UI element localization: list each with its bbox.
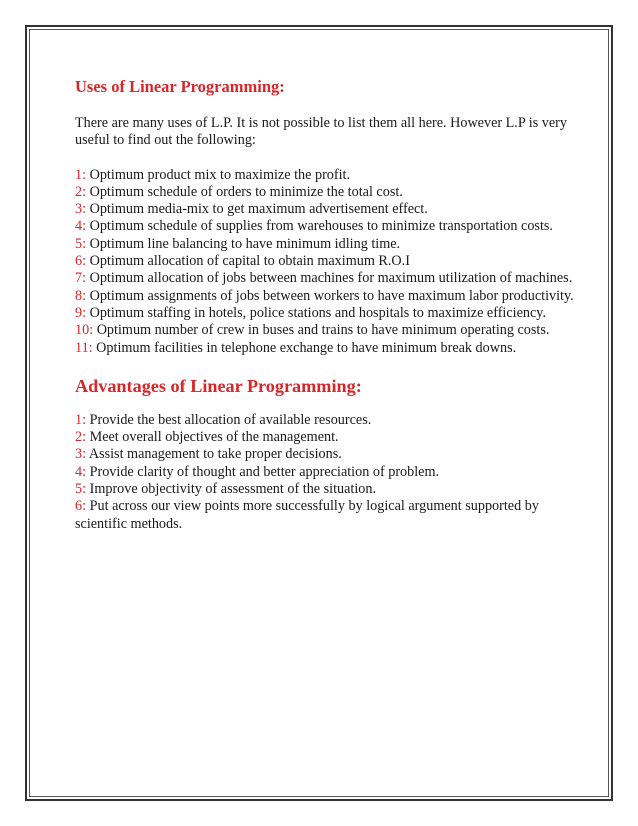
uses-intro: There are many uses of L.P. It is not possible to list them all here. However L.P is very useful to find out the following: — [75, 115, 567, 149]
item-number: 8: — [75, 287, 87, 304]
uses-heading: Uses of Linear Programming: — [75, 77, 285, 96]
item-number: 4: — [75, 218, 87, 235]
advantages-list-item — [75, 446, 575, 463]
item-text: Optimum product mix to maximize the profit. — [89, 166, 351, 183]
uses-list-item — [75, 184, 575, 201]
item-number: 5: — [75, 481, 87, 498]
item-number: 3: — [75, 446, 87, 463]
document-content — [75, 76, 575, 533]
uses-list-item — [75, 288, 575, 305]
item-number: 4: — [75, 463, 87, 480]
item-text: Meet overall objectives of the management. — [89, 429, 339, 446]
uses-list-item — [75, 201, 575, 218]
item-text: Improve objectivity of assessment of the situation. — [89, 481, 377, 498]
advantages-list-item — [75, 464, 575, 481]
item-text: Optimum assignments of jobs between workers to have maximum labor productivity. — [89, 287, 574, 304]
item-number: 1: — [75, 166, 87, 183]
item-text: Provide clarity of thought and better appreciation of problem. — [89, 463, 440, 480]
uses-list-item — [75, 305, 575, 322]
item-text: Optimum allocation of capital to obtain maximum R.O.I — [89, 253, 410, 270]
item-text: Optimum line balancing to have minimum idling time. — [89, 235, 401, 252]
uses-list-item — [75, 253, 575, 270]
uses-list-item — [75, 167, 575, 184]
advantages-list-item — [75, 481, 575, 498]
advantages-list — [75, 412, 575, 533]
advantages-list-item — [75, 412, 575, 429]
item-text: Optimum number of crew in buses and trains to have minimum operating costs. — [96, 322, 550, 339]
uses-list-item — [75, 218, 575, 235]
item-text: Assist management to take proper decisions. — [88, 446, 342, 463]
item-number: 10: — [75, 322, 94, 339]
advantages-heading: Advantages of Linear Programming: — [75, 375, 362, 396]
advantages-list-item — [75, 429, 575, 446]
uses-list — [75, 167, 575, 357]
item-number: 11: — [75, 339, 93, 356]
item-number: 5: — [75, 235, 87, 252]
uses-list-item — [75, 270, 575, 287]
item-number: 7: — [75, 270, 87, 287]
item-text: Put across our view points more successfully by logical argument supported by scientific methods. — [75, 498, 539, 532]
advantages-list-item — [75, 498, 575, 533]
item-number: 6: — [75, 253, 87, 270]
item-text: Optimum schedule of supplies from warehouses to minimize transportation costs. — [89, 218, 553, 235]
item-text: Optimum allocation of jobs between machines for maximum utilization of machines. — [89, 270, 573, 287]
uses-list-item — [75, 236, 575, 253]
uses-list-item — [75, 322, 575, 339]
item-text: Optimum schedule of orders to minimize the total cost. — [89, 183, 403, 200]
item-text: Optimum staffing in hotels, police stations and hospitals to maximize efficiency. — [89, 304, 547, 321]
uses-list-item — [75, 340, 575, 357]
item-number: 2: — [75, 183, 87, 200]
item-number: 9: — [75, 304, 87, 321]
item-number: 3: — [75, 201, 87, 218]
item-text: Optimum facilities in telephone exchange to have minimum break downs. — [96, 339, 517, 356]
item-text: Provide the best allocation of available resources. — [89, 411, 372, 428]
item-number: 1: — [75, 411, 87, 428]
item-text: Optimum media-mix to get maximum advertisement effect. — [89, 201, 428, 218]
item-number: 6: — [75, 498, 87, 515]
item-number: 2: — [75, 429, 87, 446]
